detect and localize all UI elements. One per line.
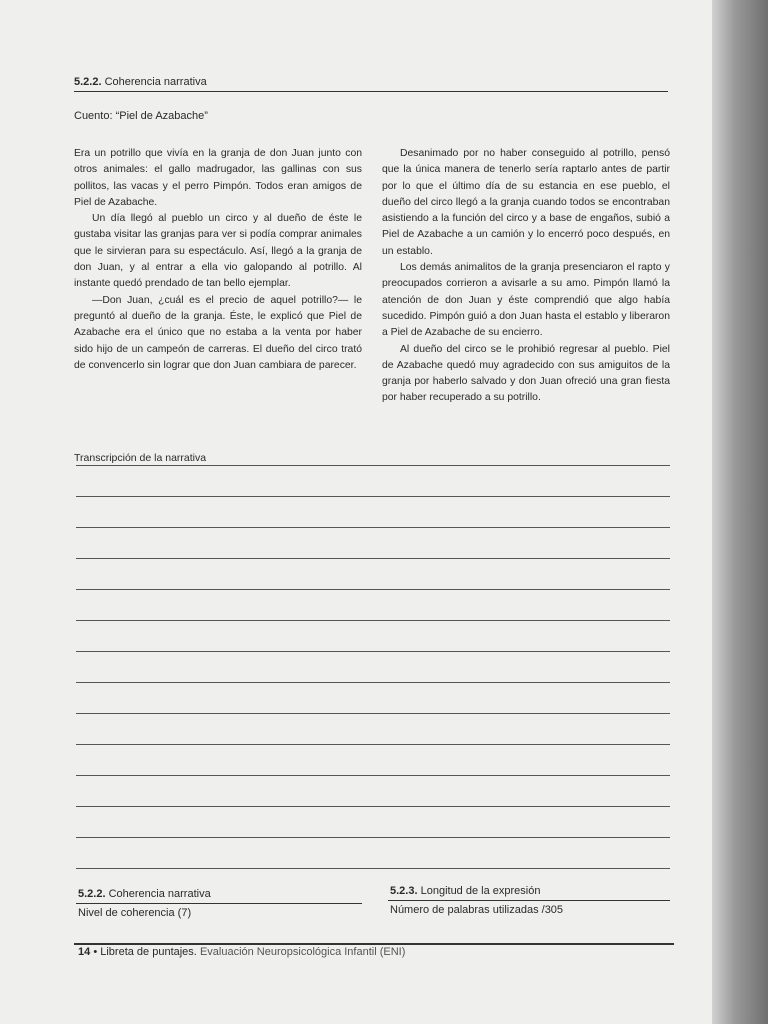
transcription-line[interactable] — [76, 713, 670, 714]
story-paragraph: Era un potrillo que vivía en la granja de don Juan junto con otros animales: el gallo madrugador, las gallinas con sus pollitos, las vacas y el perro Pimpón. Todos eran amigos de Piel de Azabache. — [74, 148, 362, 208]
story-paragraph: Los demás animalitos de la granja presenciaron el rapto y preocupados corrieron a avisarle a su amo. Pimpón llamó la atención de don Juan y éste comprendió que algo había sucedido. Pimpón guió a don Juan hasta el establo y liberaron a Piel de Azabache de su encierro. — [382, 262, 670, 339]
coherence-score-number: 5.2.2. — [78, 888, 106, 900]
transcription-line[interactable] — [76, 682, 670, 683]
transcription-line[interactable] — [76, 527, 670, 528]
page-number: 14 — [78, 946, 91, 958]
page-edge-shadow — [712, 0, 768, 1024]
transcription-line[interactable] — [76, 868, 670, 869]
story-paragraph: Al dueño del circo se le prohibió regresar al pueblo. Piel de Azabache quedó muy agradecido con sus amiguitos de la granja por haberlo salvado y don Juan ofreció una gran fiesta por haber recuperado a su potrillo. — [382, 343, 670, 404]
transcription-line[interactable] — [76, 651, 670, 652]
transcription-line[interactable] — [76, 589, 670, 590]
transcription-line[interactable] — [76, 558, 670, 559]
length-score-number: 5.2.3. — [390, 885, 418, 897]
transcription-line[interactable] — [76, 744, 670, 745]
story-paragraph: Un día llegó al pueblo un circo y al dueño de éste le gustaba visitar las granjas para ver si podía comprar animales que le sirvieran para su espectáculo. Así, llegó a la granja de don Juan, y al entrar a ella vio galopando al potrillo. Al instante quedó prendado de tan bello ejemplar. — [74, 213, 362, 290]
story-title: Cuento: “Piel de Azabache” — [74, 110, 208, 122]
coherence-score-heading — [78, 888, 211, 900]
story-paragraph: Desanimado por no haber conseguido al potrillo, pensó que la única manera de tenerlo sería raptarlo antes de partir por lo que el último día de su estancia en ese pueblo, el dueño del circo llegó a la granja cuando todos se encontraban asistiendo a la función del circo y a base de engaños, subió a Piel de Azabache a un camión y lo encerró poco después, en un establo. — [382, 148, 670, 257]
transcription-line[interactable] — [76, 620, 670, 621]
coherence-score-rule — [76, 903, 362, 904]
transcription-label: Transcripción de la narrativa — [74, 452, 207, 464]
length-score-rule — [388, 900, 670, 901]
transcription-line[interactable] — [76, 465, 670, 466]
booklet-title: Libreta de puntajes. — [100, 946, 197, 958]
section-number: 5.2.2. — [74, 76, 102, 88]
evaluation-title: Evaluación Neuropsicológica Infantil (ENI) — [199, 946, 406, 958]
length-score-title: Longitud de la expresión — [420, 885, 541, 897]
footer-bullet: • — [93, 946, 98, 958]
footer — [78, 946, 405, 958]
transcription-line[interactable] — [76, 806, 670, 807]
story-paragraph: —Don Juan, ¿cuál es el precio de aquel potrillo?— le preguntó al dueño de la granja. Éste, le explicó que Piel de Azabache era el único que no estaba a la venta por haber sido hijo de un campeón de carreras. El dueño del circo trató de convencerlo sin lograr que don Juan cambiara de parecer. — [74, 294, 362, 371]
story-left-column — [74, 146, 362, 374]
length-score-heading — [390, 885, 540, 897]
header-rule — [74, 91, 668, 92]
section-title: Coherencia narrativa — [104, 76, 207, 88]
coherence-level-field[interactable]: Nivel de coherencia (7) — [78, 907, 192, 919]
section-header — [74, 76, 668, 88]
story-right-column — [382, 146, 670, 407]
transcription-line[interactable] — [76, 775, 670, 776]
coherence-score-title: Coherencia narrativa — [108, 888, 211, 900]
word-count-field[interactable]: Número de palabras utilizadas /305 — [390, 904, 564, 916]
footer-rule — [74, 943, 674, 945]
transcription-line[interactable] — [76, 496, 670, 497]
transcription-line[interactable] — [76, 837, 670, 838]
